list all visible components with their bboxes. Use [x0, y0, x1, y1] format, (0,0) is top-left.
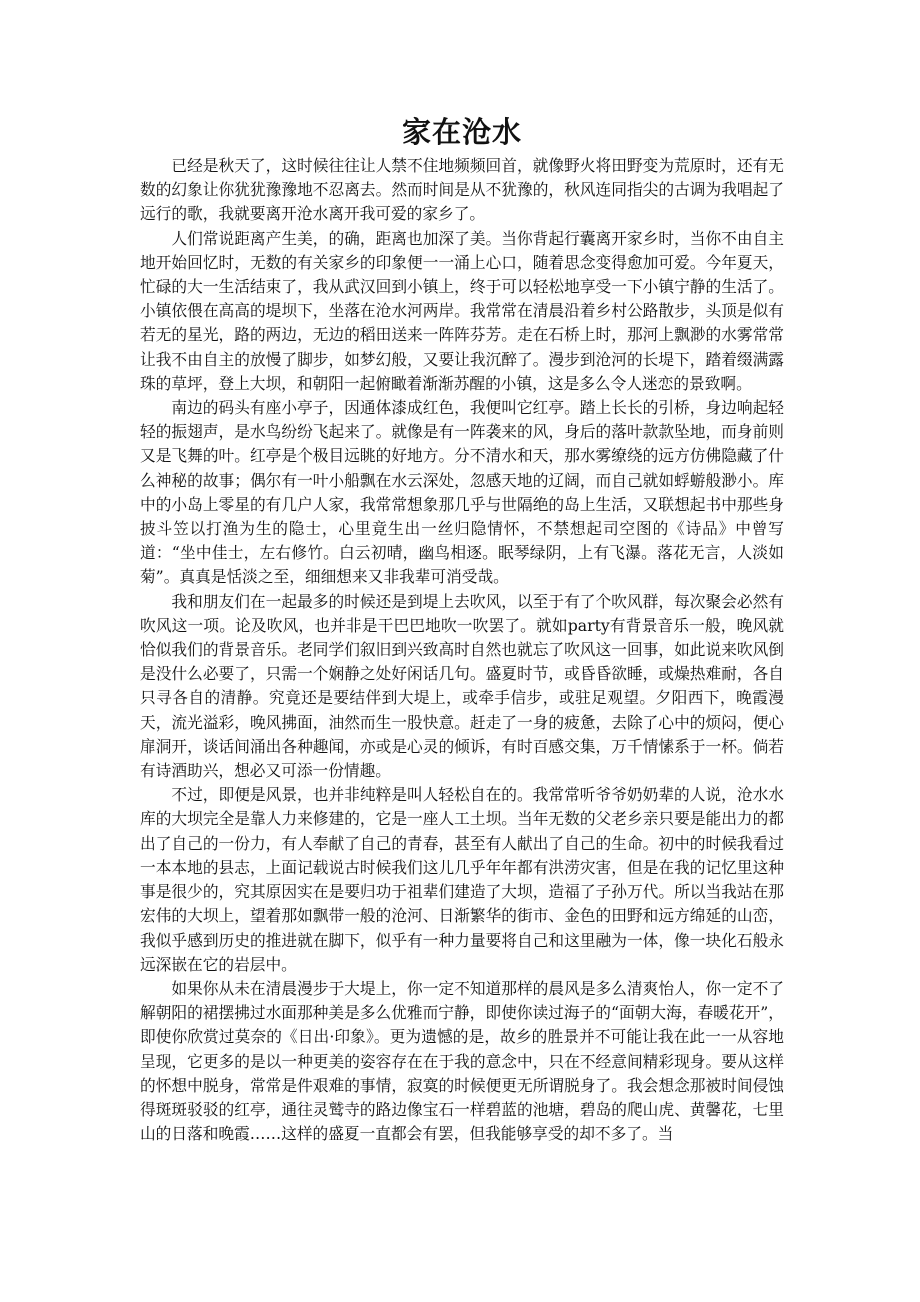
document-page [140, 112, 784, 1146]
paragraph-6: 如果你从未在清晨漫步于大堤上，你一定不知道那样的晨风是多么清爽怡人，你一定不了解朝阳的裙摆拂过水面那种美是多么优雅而宁静，即使你读过海子的“面朝大海，春暖花开”，即使你欣赏过莫奈的《日出·印象》。更为遗憾的是，故乡的胜景并不可能让我在此一一从容地呈现，它更多的是以一种更美的姿容存在在于我的意念中，只在不经意间精彩现身。要从这样的怀想中脱身，常常是件艰难的事情，寂寞的时候便更无所谓脱身了。我会想念那被时间侵蚀得斑斑驳驳的红亭，通往灵鹫寺的路边像宝石一样碧蓝的池塘，碧岛的爬山虎、黄馨花，七里山的日落和晚霞……这样的盛夏一直都会有罢，但我能够享受的却不多了。当 [140, 978, 784, 1144]
paragraph-5: 不过，即便是风景，也并非纯粹是叫人轻松自在的。我常常听爷爷奶奶辈的人说，沧水水库的大坝完全是靠人力来修建的，它是一座人工土坝。当年无数的父老乡亲只要是能出力的都出了自己的一份力，有人奉献了自己的青春，甚至有人献出了自己的生命。初中的时候我看过一本本地的县志，上面记载说古时候我们这儿几乎年年都有洪涝灾害，但是在我的记忆里这种事是很少的，究其原因实在是要归功于祖辈们建造了大坝，造福了子孙万代。所以当我站在那宏伟的大坝上，望着那如飘带一般的沧河、日渐繁华的街市、金色的田野和远方绵延的山峦，我似乎感到历史的推进就在脚下，似乎有一种力量要将自己和这里融为一体，像一块化石般永远深嵌在它的岩层中。 [140, 785, 784, 974]
document-title: 家在沧水 [401, 115, 522, 149]
paragraph-4: 我和朋友们在一起最多的时候还是到堤上去吹风，以至于有了个吹风群，每次聚会必然有吹风这一项。论及吹风，也并非是干巴巴地吹一吹罢了。就如party有背景音乐一般，晚风就恰似我们的背景音乐。老同学们叙旧到兴致高时自然也就忘了吹风这一回事，如此说来吹风倒是没什么必要了，只需一个娴静之处好闲话几句。盛夏时节，或昏昏欲睡，或燥热难耐，各自只寻各自的清静。究竟还是要结伴到大堤上，或牵手信步，或驻足观望。夕阳西下，晚霞漫天，流光溢彩，晚风拂面，油然而生一股快意。赶走了一身的疲惫，去除了心中的烦闷，便心扉洞开，谈话间涌出各种趣闻，亦或是心灵的倾诉，有时百感交集，万千情愫系于一杯。倘若有诗酒助兴，想必又可添一份情趣。 [140, 591, 784, 781]
paragraph-2: 人们常说距离产生美，的确，距离也加深了美。当你背起行囊离开家乡时，当你不由自主地开始回忆时，无数的有关家乡的印象便一一涌上心口，随着思念变得愈加可爱。今年夏天，忙碌的大一生活结束了，我从武汉回到小镇上，终于可以轻松地享受一下小镇宁静的生活了。小镇依偎在高高的堤坝下，坐落在沧水河两岸。我常常在清晨沿着乡村公路散步，头顶是似有若无的星光，路的两边，无边的稻田送来一阵阵芬芳。走在石桥上时，那河上飘渺的水雾常常让我不由自主的放慢了脚步，如梦幻般，又要让我沉醉了。漫步到沧河的长堤下，踏着缀满露珠的草坪，登上大坝，和朝阳一起俯瞰着渐渐苏醒的小镇，这是多么令人迷恋的景致啊。 [140, 228, 784, 393]
paragraph-3: 南边的码头有座小亭子，因通体漆成红色，我便叫它红亭。踏上长长的引桥，身边响起轻轻的振翅声，是水鸟纷纷飞起来了。就像是有一阵袭来的风，身后的落叶款款坠地，而身前则又是飞舞的叶。红亭是个极目远眺的好地方。分不清水和天，那水雾缭绕的远方仿佛隐藏了什么神秘的故事；偶尔有一叶小船飘在水云深处，忽感天地的辽阔，而自己就如蜉蝣般渺小。库中的小岛上零星的有几户人家，我常常想象那几乎与世隔绝的岛上生活，又联想起书中那些身披斗笠以打渔为生的隐士，心里竟生出一丝归隐情怀，不禁想起司空图的《诗品》中曾写道：“坐中佳士，左右修竹。白云初晴，幽鸟相逐。眠琴绿阴，上有飞瀑。落花无言，人淡如菊”。真真是恬淡之至，细细想来又非我辈可消受哉。 [140, 398, 784, 587]
paragraph-1: 已经是秋天了，这时候往往让人禁不住地频频回首，就像野火将田野变为荒原时，还有无数的幻象让你犹犹豫豫地不忍离去。然而时间是从不犹豫的，秋风连同指尖的古调为我唱起了远行的歌，我就要离开沧水离开我可爱的家乡了。 [140, 156, 784, 224]
